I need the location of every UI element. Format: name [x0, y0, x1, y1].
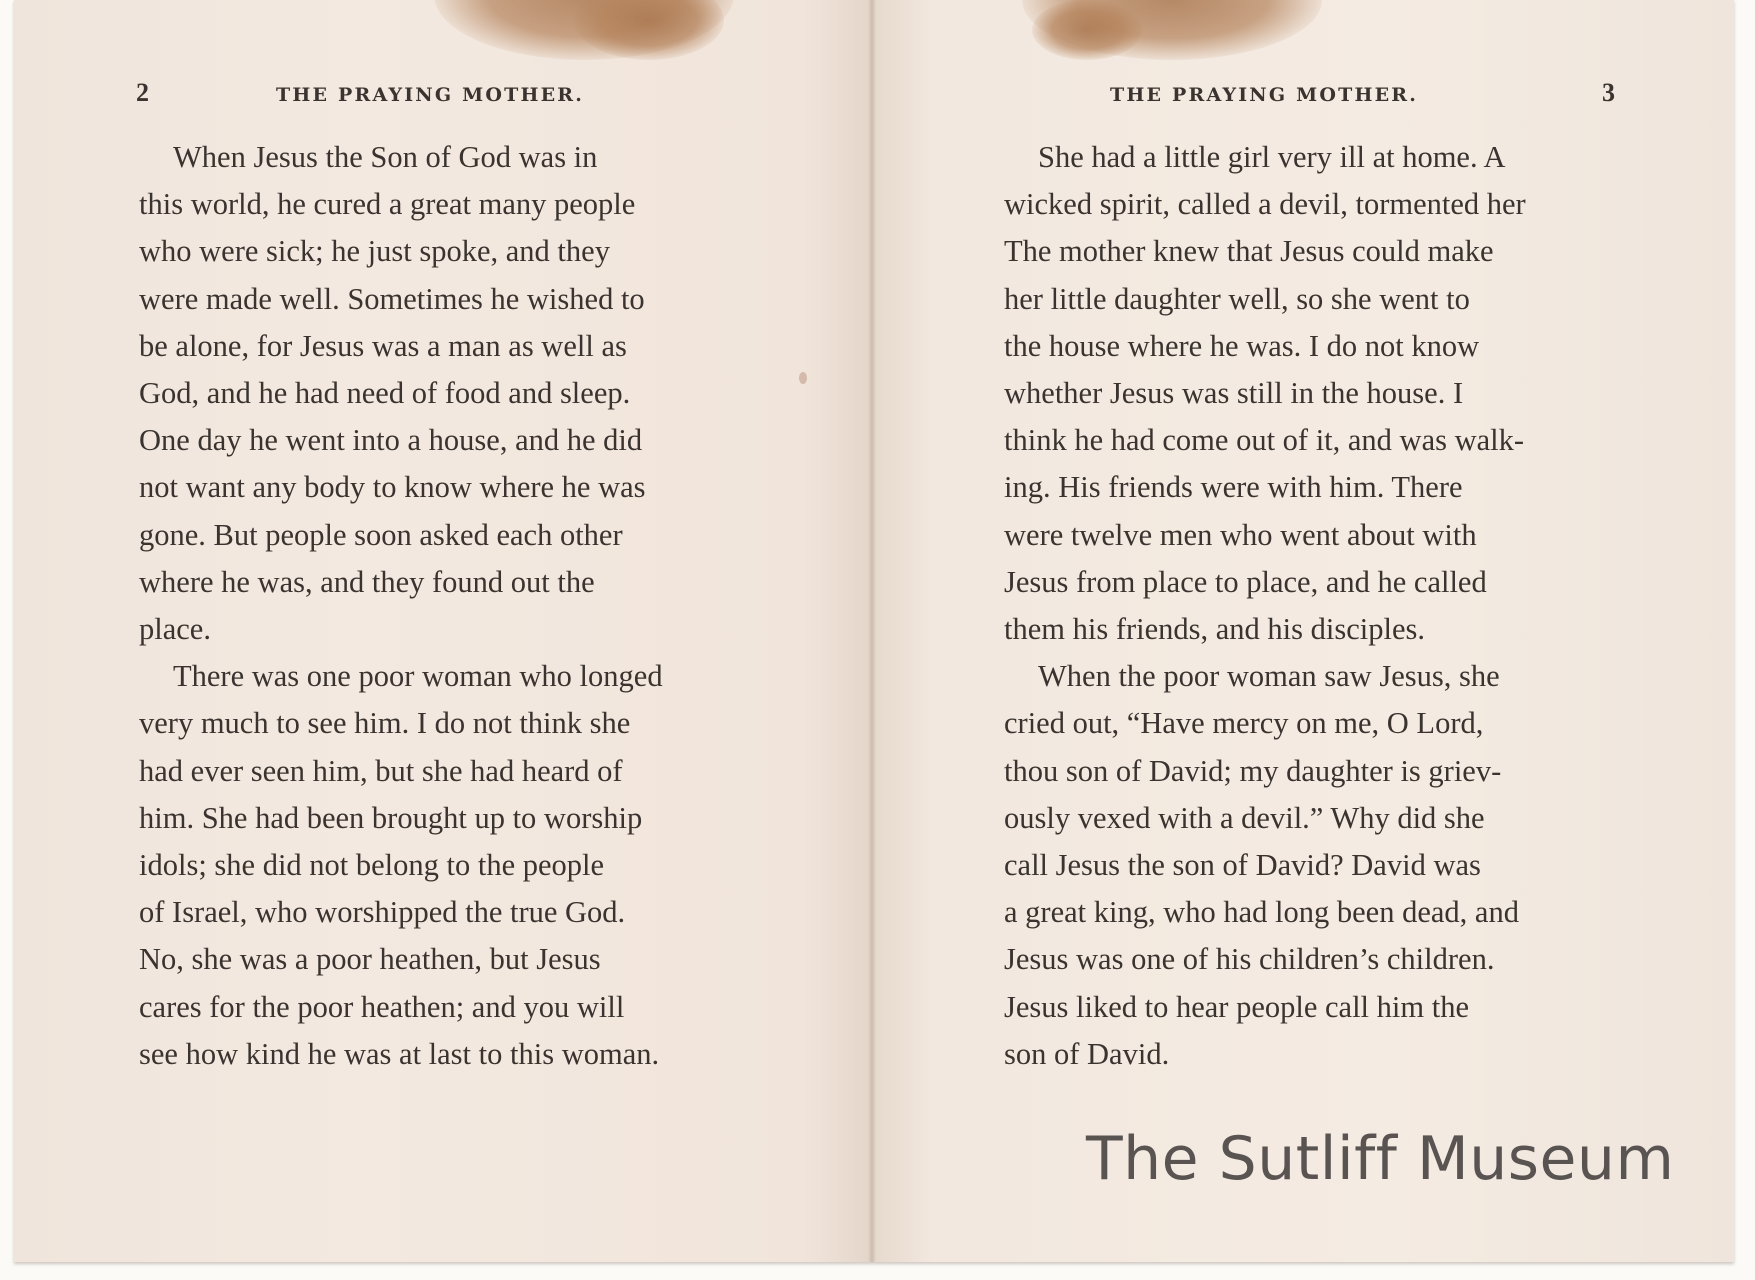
watermark: The Sutliff Museum — [1086, 1124, 1675, 1194]
left-page-body — [139, 134, 779, 1078]
stain-mark — [1032, 0, 1142, 60]
page-number: 3 — [1602, 78, 1615, 107]
running-head: THE PRAYING MOTHER. — [1110, 84, 1419, 106]
book-spread — [14, 0, 1734, 1262]
left-page — [14, 0, 872, 1262]
right-page — [872, 0, 1734, 1262]
paragraph: There was one poor woman who longed very much to see him. I do not think she had ever seen him, but she had heard of him. She had been brought up to worship idols; she did not belong to the people of Israel, who worshipped the true God. No, she was a poor heathen, but Jesus cares for the poor heathen; and you will see how kind he was at last to this woman. — [139, 659, 663, 1071]
right-page-body — [1004, 134, 1624, 1078]
paragraph: When Jesus the Son of God was in this world, he cured a great many people who were sick; he just spoke, and they were made well. Sometimes he wished to be alone, for Jesus was a man as well as God, and he had need of food and sleep. One day he went into a house, and he did not want any body to know where he was gone. But people soon asked each other where he was, and they found out the place. — [139, 140, 646, 647]
speck — [799, 372, 807, 384]
page-number: 2 — [136, 78, 149, 107]
paragraph: She had a little girl very ill at home. A wicked spirit, called a devil, tormented her The mother knew that Jesus could make her little daughter well, so she went to the house where he was. I do not know whether Jesus was still in the house. I think he had come out of it, and was walk- ing. His friends were with him. There were twelve men who went about with Jesus from place to place, and he called them his friends, and his disciples. — [1004, 140, 1526, 647]
page-gutter — [868, 0, 876, 1262]
right-page-header — [872, 78, 1734, 118]
left-page-header — [14, 78, 872, 118]
running-head: THE PRAYING MOTHER. — [276, 84, 585, 106]
paragraph: When the poor woman saw Jesus, she cried out, “Have mercy on me, O Lord, thou son of David; my daughter is griev- ously vexed with a devil.” Why did she call Jesus the son of David? David was a great king, who had long been dead, and Jesus was one of his children’s children. Jesus liked to hear people call him the son of David. — [1004, 659, 1519, 1071]
